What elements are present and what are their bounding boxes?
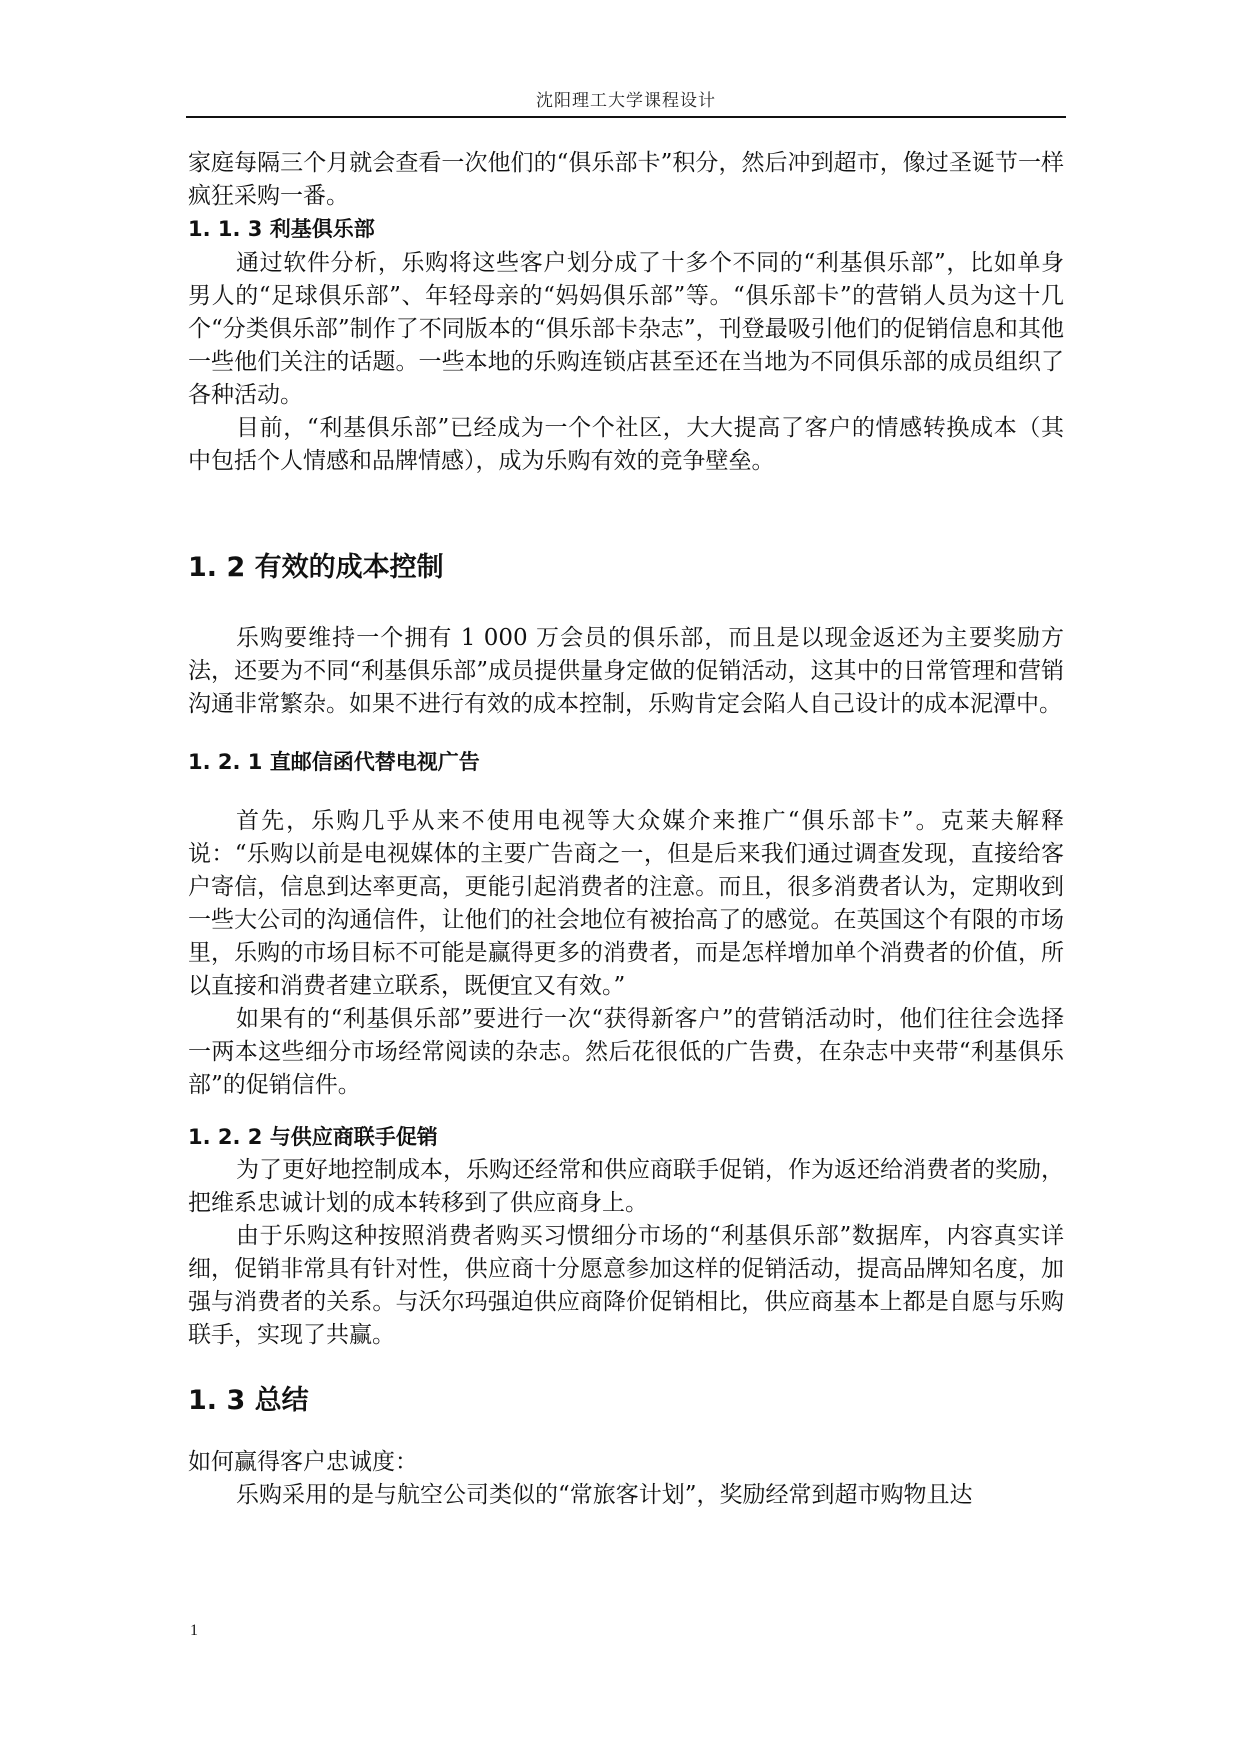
paragraph: 通过软件分析，乐购将这些客户划分成了十多个不同的“利基俱乐部”，比如单身男人的“足球俱乐部”、年轻母亲的“妈妈俱乐部”等。“俱乐部卡”的营销人员为这十几个“分类俱乐部”制作了不同版本的“俱乐部卡杂志”，刊登最吸引他们的促销信息和其他一些他们关注的话题。一些本地的乐购连锁店甚至还在当地为不同俱乐部的成员组织了各种活动。 [188,250,1064,408]
paragraph: 家庭每隔三个月就会查看一次他们的“俱乐部卡”积分，然后冲到超市，像过圣诞节一样疯狂采购一番。 [188,150,1064,209]
running-header: 沈阳理工大学课程设计 [536,91,716,111]
section-heading-1-2: 1. 2 有效的成本控制 [188,552,444,583]
body-content [188,147,1064,1512]
paragraph: 首先，乐购几乎从来不使用电视等大众媒介来推广“俱乐部卡”。克莱夫解释说：“乐购以前是电视媒体的主要广告商之一，但是后来我们通过调查发现，直接给客户寄信，信息到达率更高，更能引起消费者的注意。而且，很多消费者认为，定期收到一些大公司的沟通信件，让他们的社会地位有被抬高了的感觉。在英国这个有限的市场里，乐购的市场目标不可能是赢得更多的消费者，而是怎样增加单个消费者的价值，所以直接和消费者建立联系，既便宜又有效。” [188,808,1064,999]
paragraph: 目前，“利基俱乐部”已经成为一个个社区，大大提高了客户的情感转换成本（其中包括个人情感和品牌情感），成为乐购有效的竞争壁垒。 [188,415,1064,474]
paragraph: 为了更好地控制成本，乐购还经常和供应商联手促销，作为返还给消费者的奖励，把维系忠诚计划的成本转移到了供应商身上。 [188,1157,1064,1216]
paragraph: 如何赢得客户忠诚度： [188,1449,418,1475]
header-divider [186,116,1066,118]
paragraph: 如果有的“利基俱乐部”要进行一次“获得新客户”的营销活动时，他们往往会选择一两本这些细分市场经常阅读的杂志。然后花很低的广告费，在杂志中夹带“利基俱乐部”的促销信件。 [188,1006,1064,1098]
page-number: 1 [190,1622,198,1639]
paragraph: 乐购采用的是与航空公司类似的“常旅客计划”，奖励经常到超市购物且达 [236,1482,973,1508]
section-heading-1-2-2: 1. 2. 2 与供应商联手促销 [188,1125,438,1149]
section-heading-1-3: 1. 3 总结 [188,1385,309,1416]
section-heading-1-2-1: 1. 2. 1 直邮信函代替电视广告 [188,750,480,774]
section-heading-1-1-3: 1. 1. 3 利基俱乐部 [188,217,375,241]
paragraph: 乐购要维持一个拥有 1 000 万会员的俱乐部，而且是以现金返还为主要奖励方法，还要为不同“利基俱乐部”成员提供量身定做的促销活动，这其中的日常管理和营销沟通非常繁杂。如果不进行有效的成本控制，乐购肯定会陷人自己设计的成本泥潭中。 [188,625,1064,717]
paragraph: 由于乐购这种按照消费者购买习惯细分市场的“利基俱乐部”数据库，内容真实详细，促销非常具有针对性，供应商十分愿意参加这样的促销活动，提高品牌知名度，加强与消费者的关系。与沃尔玛强迫供应商降价促销相比，供应商基本上都是自愿与乐购联手，实现了共赢。 [188,1223,1064,1348]
